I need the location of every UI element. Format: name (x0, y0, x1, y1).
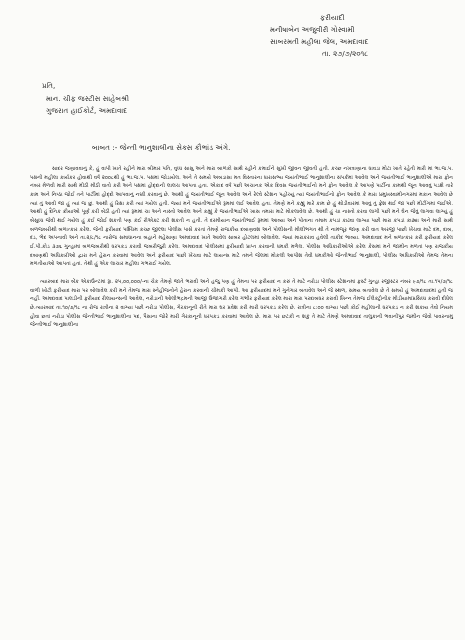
paragraph-1: સાદર જણાવવાનું કે, હું વાપી ખાતે રહીને મારા બીમાર પતિ, વૃધ્ધ સાસુ અને મારા બાળકો સાથે રહીને કમાઈને સુખી જીવન જીવતી હતી. કચ્છ નખત્રાણાના ધાવડા મોટા ખાતે રહેતી મારી માં ભા.જ.પ. પક્ષની મહીલા કાર્યકર હોવાથી વર્ષ ૨૦૦૮થી હું ભા.જ.પ. પક્ષમાં જોડાયેલ. અને તે સમયે અબડાસા મત વિસ્તારના ધારાસભ્ય જયંતીભાઈ ભાનુશાલીના સંપર્કમાં આવેલ અને જયંતીભાઈ ભાનુશાલીએ મારા ફોન નંબર મેળવી મારી સાથે મીઠી મીઠી વાતો કરી અને પક્ષમાં હોદ્દાની લાલચ આપતા હતા. એકાદ વર્ષ પછી અચાનક એક દિવસ જયંતીભાઈનો મને ફોન આવેલ કે આપણે પાર્ટીના કામથી જૂન આવવું પડશે તારે કામ અને નિષ્ઠા જોઈ તને પાર્ટીમાં હોદ્દો આપવાનું નક્કી કરવાનું છે. આથી હું જયંતીભાઈ જૂન આવેલ અને રેલ્વે સ્ટેશન પહોંચ્યું ત્યાં જયંતીભાઈનો ફોન આવેલ કે મારા પ્રમુખસ્વામીનગરમાં મકાન આવેલ છે ત્યાં તું આવી જા હું ત્યાં જ છું. આથી હું રિક્ષા કરી ત્યાં ગયેલ હતી. જ્યાં મને જયંતીભાઈએ રૂમમાં લઈ આવેલ હતા. તેમણે મને કહ્યું મારે કામ છે હું થોડીવારમાં આવું તું ફ્રેશ થઈ જા પછી મીટીંગમાં જઈએ. આથી હું દૈનિક ક્રીયાઓ પૂર્ણ કરી બેઠી હતી ત્યાં રૂમમાં ચા અને નાસ્તો આવેલ અને કહ્યું કે જયંતીભાઈએ ખાસ તમારા માટે મોકલાવેલ છે. આથી હું ચા નાસ્તો કરવા લાગી પછી મને ઘેન જેવું લાગવા લાગ્યું હું બેસુધ્ધ જેવી થઈ ગયેલ હું કંઈ જોઈ શકતી પણ કંઈ રીએક્ટ કરી શકતી ન હતી. તે દરમીયાન જયંતીભાઈ રૂમમાં આવ્યા અને પોતાના તમામ કપડાં કાઢવા લાગ્યા પછી મારા કપડાં કાઢ્યા અને મારી સાથે બળજબરીથી બળાત્કાર કરેલ. જેની ફરીયાદ પશ્ચિમ કચ્છ જીલ્લા પોલીસ પાસે કરતાં તેમણે રાજકીય દબાણવશ અને પોલીસની મીલીભગત થી તે નામંજૂર જાણ કરી વાત અરજી પાછી ખેંચવા માટે દમ, દાબ, દંડ, ભેદ અપનાવી અને તા.૨/૮/૧૮ નારોજ સમાધાનના બહાને મહેસાણા અમદાવાદ ખાતે આવેલ સાબર હોટલમાં બોલાવેલ. જ્યાં મારાકરાવ હવેલી તાકીદ ભાવ્યા. અમદાવાદ મને બળાત્કાર કરી ફરીયાદ કરેલ ઈ.પી.કોડ ૩૭૬ ગુન્હામાં બળજબરીથી ધરપકડ કરાવી જબરીજુરી કરેલ. અમદાવાદ પોલીસમાં ફરીયાદી પ્રાપ્ત કરવાની ધમકી મળેલ. પોલીસ અધિકારીઓએ કરેલ કેસમાં મને જામીન મળતાં પણ રાજકીય દબાણથી અધિકારીઓ દ્વારા મને હેરાન કરવામાં આવેલ અને ફરીયાદ પાછી ખેંચવા માટે લાયન્સ માટે તમને જેલમાં મોકલી આપીશ તેવી ધમકીઓ જેન્તીભાઈ ભાનુશાલી, પોલીસ અધિકારીઓ તેમજ તેમના મળતીયાઓ આપતાં હતાં. તેથી હું એક લાચાર મહીલા ગભરાઈ ગયેલ. (30, 166, 453, 268)
sender-block (262, 12, 458, 60)
sender-name: મનીષાબેન અજુવીરી ગોસ્વામી (270, 25, 355, 34)
sender-title: ફરીયાદી (320, 13, 345, 22)
recipient-block (42, 80, 342, 118)
recipient-label: પ્રતિ, (42, 81, 56, 90)
letter-date: તા. ૨૭/૭/૨૦૧૮ (322, 49, 369, 58)
recipient-line-1: માન. ચીફ જસ્ટીસ સાહેબશ્રી (46, 93, 130, 103)
sender-address: સાબરમતી મહીલા જેલ, અમદાવાદ (270, 37, 369, 46)
letter-body (30, 165, 453, 339)
paragraph-2: ત્યારબાદ મારા બેંક એકાઉન્ટમાં રૂા. ૨૫,૦૦,૦૦૦/-ના ચેક તેમણે જાતે ભરાવી અને હજુ પણ હું તેમના પર ફરીયાદ ન કરું તે માટે નરોડા પોલીસ સ્ટેશનમાં ફર્સ્ટ ગુન્હા રજીસ્ટર નંબર ૯૭/૧૮ તા.૧૫/૭/૧૮ વાળી ખોટી ફરીયાદ મારા પર બોલાવેલ કરી મને તેમજ મારા સ્નેહીજનોને હેરાન કરવાની ચીમકી આપી. આ ફરીયાદમાં મને ગુનેગાર બતાવેલ અને જે સ્થળ, સમય બતાવેલ છે તે સમયે હું અમદાવાદમાં હતી જ નહીં. અમદાવાદ પાલડીની ફરીયાદ રીલાયન્સની આવેલ, નરોડાની ઓલીભદ્રમની આજી ઉજાગરી કરેલ ગંભીર ફરીયાદ કરેલ મારા મારા પરદાબધર કરાવી ખિન્ન તેમજ ઈલેક્ટ્રોનીક મીડીયામાંપ્રસિધ્ધ કરાવી દીધેલ છે.ત્યારબાદ તા.૧૦/૭/૧૮ ના રોજ રાત્રીના ૨ વાગ્યા પછી નરોડા પોલીસ, ગેરકાનૂની રીતે મારા ઘર પ્રવેશ કરી મારી ધરપકડ કરેલ છે. રાત્રીના ૮:૦૦ વાગ્યા પછી કોઈ મહીલાની ધરપકડ ન કરી શકાય તેવો નિયમ હોવા છતાં નરોડા પોલીસ જેન્તીભાઈ ભાનુશાલીના પદ, પૈસાના જોરે મારી ગેરકાનૂની ધરપકડ કરવામાં આવેલ છે. મારા પર છટકી ન શકું તે માટે તેમણે અમદાવાદ તાલુકાની ભવાનીપુર જમીન જેવો પાવરનામું જેન્તીભાઈ ભાનુશાલીના (30, 278, 453, 329)
recipient-line-2: ગુજરાત હાઈકોર્ટ, અમદાવાદ (46, 106, 128, 115)
subject-line: બાબત :- જેન્તી ભાનુશાલીના સેક્સ કૌભાંડ અંગે. (92, 143, 231, 152)
